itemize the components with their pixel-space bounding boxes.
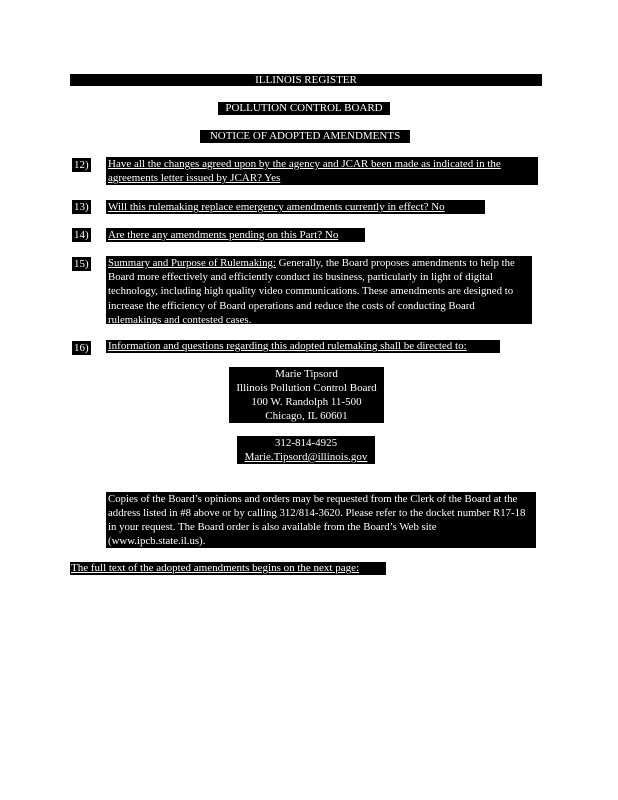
board-title-text: POLLUTION CONTROL BOARD [225, 102, 383, 114]
item-number: 14) [74, 229, 89, 241]
register-title-text: ILLINOIS REGISTER [255, 74, 357, 86]
contact-org: Illinois Pollution Control Board [236, 382, 377, 394]
item-13-text: Will this rulemaking replace emergency amendments currently in effect? No [106, 200, 485, 214]
page-number-mark [508, 82, 518, 86]
contact-email[interactable]: Marie.Tipsord@illinois.gov [244, 451, 368, 463]
contact-name: Marie Tipsord [275, 368, 338, 380]
item-number: 15) [74, 258, 89, 270]
summary-text: Generally, the Board proposes amendments to help the Board more effectively and efficiently conduct its business, particularly in light of digital technology, including high quality video communications. These amendments are designed to increase the efficiency of Board operations and reduce the costs of conducting Board rulemakings and contested cases. [108, 257, 515, 326]
item-15-text [106, 256, 532, 324]
notice-title-text: NOTICE OF ADOPTED AMENDMENTS [209, 130, 401, 142]
board-title [218, 102, 390, 115]
item-number: 13) [74, 201, 89, 213]
register-title [70, 74, 542, 86]
footer-note: The full text of the adopted amendments begins on the next page: [70, 562, 386, 575]
copies-note: Copies of the Board’s opinions and orders may be requested from the Clerk of the Board at the address listed in #8 above or by calling 312/814-3620. Please refer to the docket number R17-18 in your request. The Board order is also available from the Board’s Web site (www.ipcb.state.il.us). [106, 492, 536, 548]
summary-label: Summary and Purpose of Rulemaking: [108, 257, 276, 269]
item-number: 12) [74, 159, 89, 171]
contact-phone: 312-814-4925 [274, 437, 338, 449]
item-number: 16) [74, 342, 89, 354]
item-14-text: Are there any amendments pending on this Part? No [106, 228, 365, 242]
item-12-text: Have all the changes agreed upon by the agency and JCAR been made as indicated in the agreements letter issued by JCAR? Yes [106, 157, 538, 185]
item-16-text: Information and questions regarding this adopted rulemaking shall be directed to: [106, 340, 500, 353]
contact-address-block [229, 367, 384, 423]
contact-address: 100 W. Randolph 11-500 [251, 396, 362, 408]
contact-city: Chicago, IL 60601 [265, 410, 348, 422]
contact-phone-email-block [237, 436, 375, 464]
notice-title [200, 130, 410, 143]
